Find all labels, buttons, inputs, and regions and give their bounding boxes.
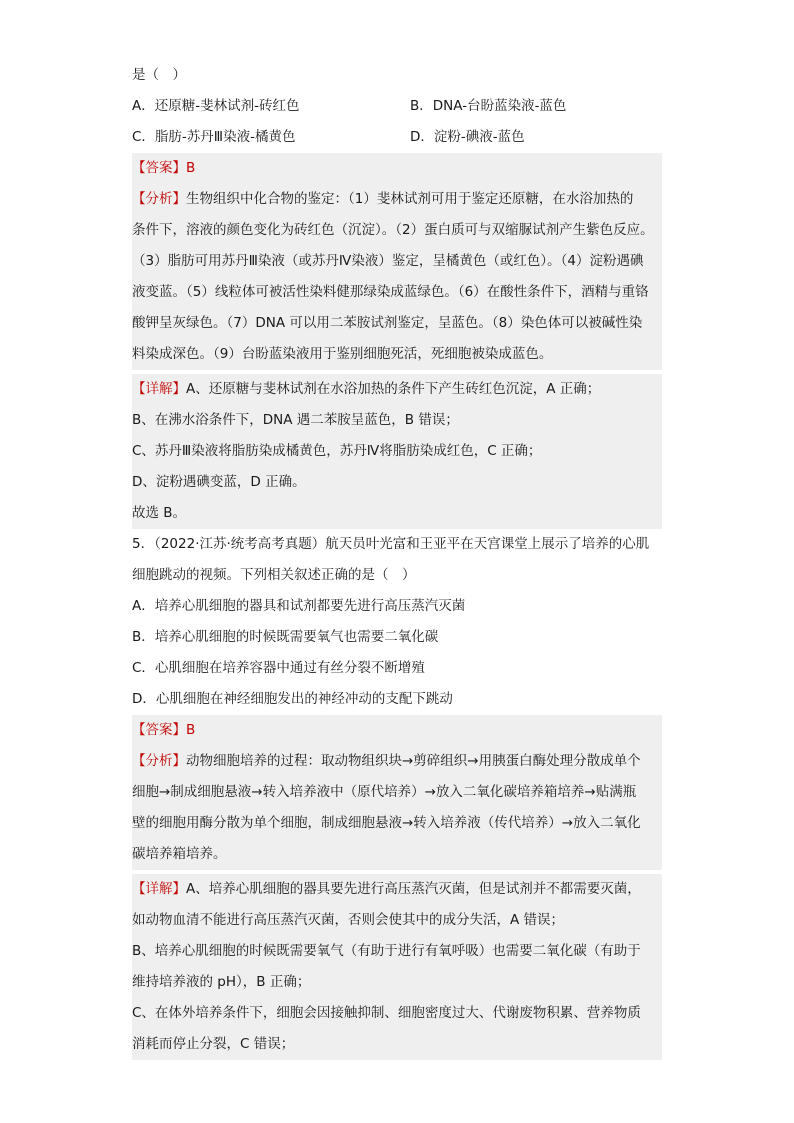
q5-analysis-line: 细胞→制成细胞悬液→转入培养液中（原代培养）→放入二氧化碳培养箱培养→贴满瓶 (132, 777, 662, 808)
analysis-text: 动物细胞培养的过程：取动物组织块→剪碎组织→用胰蛋白酶处理分散成单个 (186, 753, 641, 769)
q4-stem-tail: 是（ ） (132, 67, 186, 83)
answer-value: B (186, 722, 196, 738)
q5-option-a: A．培养心肌细胞的器具和试剂都要先进行高压蒸汽灭菌 (132, 598, 466, 614)
q5-option-b: B．培养心肌细胞的时候既需要氧气也需要二氧化碳 (132, 629, 439, 645)
q5-detail-line: 消耗而停止分裂，C 错误； (132, 1029, 662, 1060)
analysis-tag: 【分析】 (132, 191, 186, 207)
analysis-text: 生物组织中化合物的鉴定：（1）斐林试剂可用于鉴定还原糖，在水浴加热的 (186, 191, 634, 207)
q4-option-c: C．脂肪-苏丹Ⅲ染液-橘黄色 (132, 129, 296, 145)
q5-analysis-line (132, 746, 662, 777)
q4-option-a: A．还原糖-斐林试剂-砖红色 (132, 98, 300, 114)
q5-detail-line: C、在体外培养条件下，细胞会因接触抑制、细胞密度过大、代谢废物积累、营养物质 (132, 998, 662, 1029)
q5-analysis-line: 壁的细胞用酶分散为单个细胞，制成细胞悬液→转入培养液（传代培养）→放入二氧化 (132, 808, 662, 839)
q5-detail-line: 维持培养液的 pH），B 正确； (132, 967, 662, 998)
detail-tag: 【详解】 (132, 381, 186, 397)
detail-text: A、还原糖与斐林试剂在水浴加热的条件下产生砖红色沉淀，A 正确； (186, 381, 601, 397)
q4-analysis-line: 条件下，溶液的颜色变化为砖红色（沉淀）。（2）蛋白质可与双缩脲试剂产生紫色反应。 (132, 215, 662, 246)
q4-analysis-line: 酸钾呈灰绿色。（7）DNA 可以用二苯胺试剂鉴定，呈蓝色。（8）染色体可以被碱性染 (132, 308, 662, 339)
q5-option-c: C．心肌细胞在培养容器中通过有丝分裂不断增殖 (132, 660, 425, 676)
answer-tag: 【答案】 (132, 722, 186, 738)
detail-text: A、培养心肌细胞的器具要先进行高压蒸汽灭菌，但是试剂并不都需要灭菌， (186, 881, 641, 897)
q5-analysis-line: 碳培养箱培养。 (132, 839, 662, 870)
q5-detail-line (132, 874, 662, 905)
q4-detail-line: B、在沸水浴条件下，DNA 遇二苯胺呈蓝色，B 错误； (132, 405, 662, 436)
q5-stem-line: 5．（2022·江苏·统考高考真题）航天员叶光富和王亚平在天宫课堂上展示了培养的心肌 (132, 536, 650, 552)
q4-option-d: D．淀粉-碘液-蓝色 (410, 129, 525, 145)
q4-answer (132, 153, 662, 184)
q5-detail-line: 如动物血清不能进行高压蒸汽灭菌，否则会使其中的成分失活，A 错误； (132, 905, 662, 936)
q5-stem-line: 细胞跳动的视频。下列相关叙述正确的是（ ） (132, 567, 416, 583)
q4-detail-line: 故选 B。 (132, 498, 662, 529)
q4-analysis-line: 液变蓝。（5）线粒体可被活性染料健那绿染成蓝绿色。（6）在酸性条件下，酒精与重铬 (132, 277, 662, 308)
analysis-tag: 【分析】 (132, 753, 186, 769)
q4-option-b: B．DNA-台盼蓝染液-蓝色 (410, 98, 567, 114)
q5-option-d: D．心肌细胞在神经细胞发出的神经冲动的支配下跳动 (132, 691, 453, 707)
q4-detail-line: D、淀粉遇碘变蓝，D 正确。 (132, 467, 662, 498)
answer-tag: 【答案】 (132, 160, 186, 176)
detail-tag: 【详解】 (132, 881, 186, 897)
q4-analysis-line (132, 184, 662, 215)
answer-value: B (186, 160, 196, 176)
q5-answer (132, 715, 662, 746)
q4-detail-line: C、苏丹Ⅲ染液将脂肪染成橘黄色，苏丹Ⅳ将脂肪染成红色，C 正确； (132, 436, 662, 467)
q4-detail-line (132, 374, 662, 405)
q4-analysis-line: 料染成深色。（9）台盼蓝染液用于鉴别细胞死活，死细胞被染成蓝色。 (132, 339, 662, 370)
q4-analysis-line: （3）脂肪可用苏丹Ⅲ染液（或苏丹Ⅳ染液）鉴定，呈橘黄色（或红色）。（4）淀粉遇碘 (132, 246, 662, 277)
q5-detail-line: B、培养心肌细胞的时候既需要氧气（有助于进行有氧呼吸）也需要二氧化碳（有助于 (132, 936, 662, 967)
